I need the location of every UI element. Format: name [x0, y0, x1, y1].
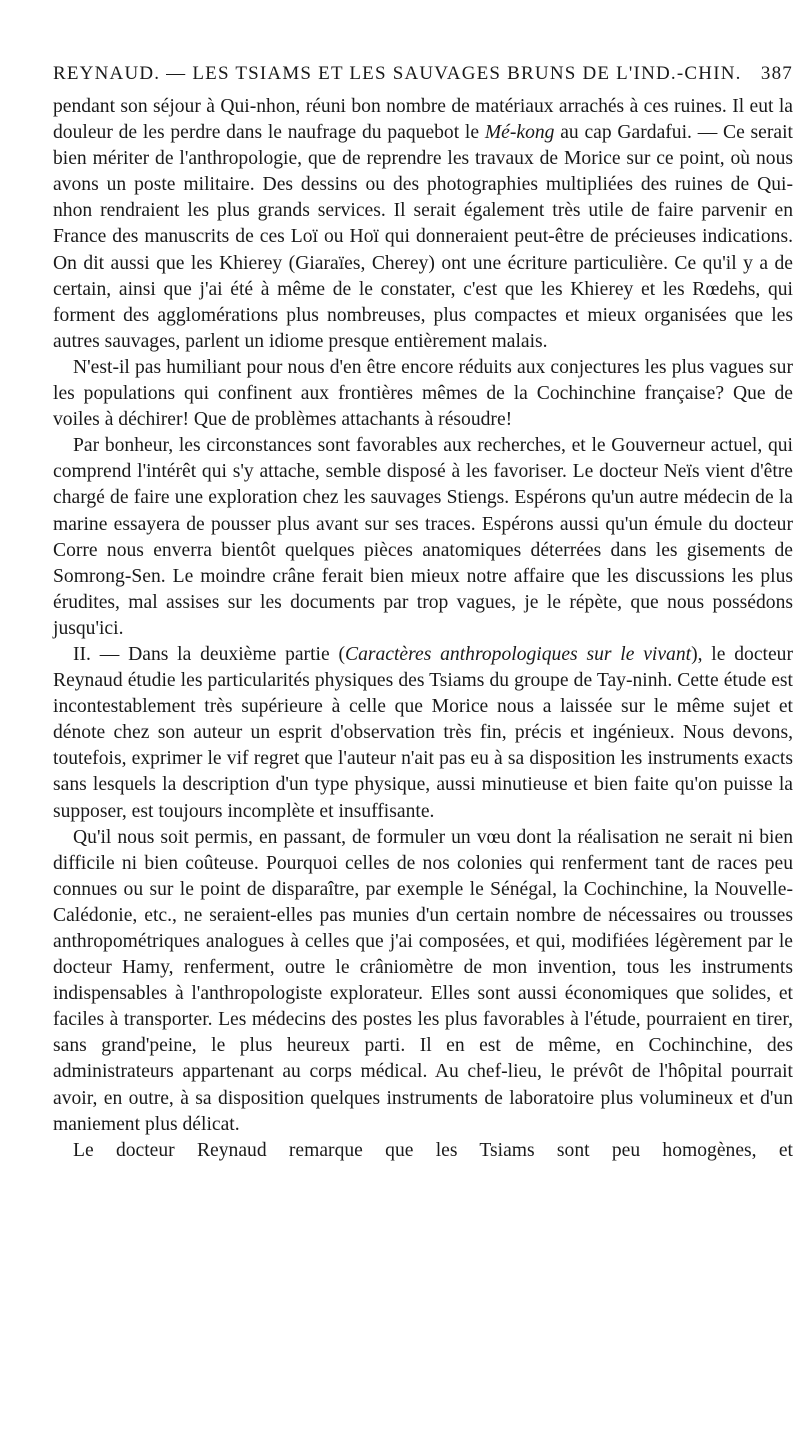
running-title: REYNAUD. — LES TSIAMS ET LES SAUVAGES BRUNS DE L'IND.-CHIN.	[53, 63, 742, 84]
paragraph-p5	[53, 825, 793, 1138]
paragraph-p4	[53, 642, 793, 825]
page-number: 387	[760, 63, 793, 84]
text-segment: Le docteur Reynaud remarque que les Tsiams sont peu homogènes, et	[73, 1139, 793, 1161]
running-header	[53, 60, 793, 88]
text-segment: Qu'il nous soit permis, en passant, de formuler un vœu dont la réalisation ne serait ni bien difficile ni bien coûteuse. Pourquoi celles de nos colonies qui renferment tant de races peu connues ou sur le point de disparaître, par exemple le Sénégal, la Cochinchine, la Nouvelle-Calédonie, etc., ne seraient-elles pas munies d'un certain nombre de nécessaires ou trousses anthropométriques analogues à celles que j'ai composées, et qui, modifiées légèrement par le docteur Hamy, renferment, outre le crâniomètre de mon invention, tous les instruments indispensables à l'anthropologiste explorateur. Elles sont aussi économiques que solides, et faciles à transporter. Les médecins des postes les plus favorables à l'étude, pourraient en tirer, sans grand'peine, le plus heureux parti. Il en est de même, en Cochinchine, des administrateurs appartenant au corps médical. Au chef-lieu, le prévôt de l'hôpital pourrait avoir, en outre, à sa disposition quelques instruments de laboratoire plus volumineux et d'un maniement plus délicat.	[53, 826, 793, 1135]
paragraph-p6	[53, 1138, 793, 1164]
paragraph-p2	[53, 355, 793, 433]
page-body	[53, 94, 793, 1164]
italic-text: Caractères anthropologiques sur le vivant	[345, 643, 692, 665]
italic-text: Mé-kong	[484, 122, 555, 144]
text-segment: II. — Dans la deuxième partie (	[73, 643, 345, 665]
paragraph-p1	[53, 94, 793, 355]
text-segment: au cap Gardafui. — Ce serait bien mériter de l'anthropologie, que de reprendre les travaux de Morice sur ce point, où nous avons un poste militaire. Des dessins ou des photographies multipliées des ruines de Qui-nhon rendraient les plus grands services. Il serait également très utile de faire parvenir en France des manuscrits de ces Loï ou Hoï qui donneraient peut-être de précieuses indications. On dit aussi que les Khierey (Giaraïes, Cherey) ont une écriture particulière. Ce qu'il y a de certain, ainsi que j'ai été à même de le constater, c'est que les Khierey et les Rœdehs, qui forment des agglomérations plus nombreuses, plus compactes et mieux organisées que les autres sauvages, parlent un idiome presque entièrement malais.	[53, 122, 793, 352]
paragraph-p3	[53, 433, 793, 642]
text-segment: ), le docteur Reynaud étudie les particularités physiques des Tsiams du groupe de Tay-ninh. Cette étude est incontestablement très supérieure à celle que Morice nous a laissée sur le même sujet et dénote chez son auteur un esprit d'observation très fin, précis et ingénieux. Nous devons, toutefois, exprimer le vif regret que l'auteur n'ait pas eu à sa disposition les instruments exacts sans lesquels la description d'un type physique, aussi minutieuse et bien faite qu'on puisse la supposer, est toujours incomplète et insuffisante.	[53, 643, 793, 822]
text-segment: Par bonheur, les circonstances sont favorables aux recherches, et le Gouverneur actuel, qui comprend l'intérêt qui s'y attache, semble disposé à les favoriser. Le docteur Neïs vient d'être chargé de faire une exploration chez les sauvages Stiengs. Espérons qu'un autre médecin de la marine essayera de pousser plus avant sur ses traces. Espérons aussi qu'un émule du docteur Corre nous enverra bientôt quelques pièces anatomiques déterrées dans les gisements de Somrong-Sen. Le moindre crâne ferait bien mieux notre affaire que les discussions les plus érudites, mal assises sur les documents par trop vagues, je le répète, que nous possédons jusqu'ici.	[53, 435, 793, 639]
book-page	[53, 60, 793, 1164]
text-segment: pendant son séjour à Qui-nhon, réuni bon nombre de matériaux arrachés à ces ruines. Il eut la douleur de les perdre dans le naufrage du paquebot le	[53, 96, 793, 144]
text-segment: N'est-il pas humiliant pour nous d'en être encore réduits aux conjectures les plus vagues sur les populations qui confinent aux frontières mêmes de la Cochinchine française? Que de voiles à déchirer! Que de problèmes attachants à résoudre!	[53, 356, 793, 431]
